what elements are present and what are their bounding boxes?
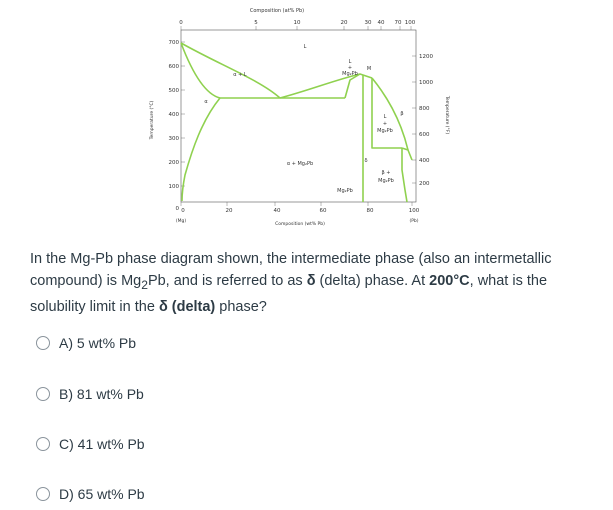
left-tick-700: 700 xyxy=(168,40,179,46)
label-l-mg2pb-right-top: L xyxy=(383,114,387,120)
bottom-axis-title: Composition (wt% Pb) xyxy=(275,222,325,227)
left-tick-0: 0 xyxy=(175,206,179,212)
top-tick-40: 40 xyxy=(377,20,385,26)
option-c-radio[interactable] xyxy=(36,437,50,451)
question-text xyxy=(30,248,590,318)
right-tick-1000: 1000 xyxy=(419,80,433,86)
question-part1: In the Mg-Pb phase diagram shown, the intermediate phase (also an intermetallic compound) is Mg xyxy=(30,251,552,289)
option-c[interactable] xyxy=(36,436,145,452)
option-d-label[interactable]: D) 65 wt% Pb xyxy=(59,486,145,502)
label-l-mg2pb-right-bottom: Mg₂Pb xyxy=(377,128,393,134)
left-tick-400: 400 xyxy=(168,112,179,118)
label-beta-mg2pb-top: β + xyxy=(381,170,391,176)
bottom-tick-20: 20 xyxy=(225,208,233,214)
bottom-tick-80: 80 xyxy=(366,208,374,214)
top-axis-title: Composition (at% Pb) xyxy=(249,8,305,14)
label-alpha-mg2pb: α + Mg₂Pb xyxy=(286,161,314,167)
label-m-point: M xyxy=(366,66,372,72)
label-delta: δ xyxy=(364,158,368,164)
bottom-tick-40: 40 xyxy=(273,208,281,214)
bottom-tick-60: 60 xyxy=(319,208,327,214)
left-tick-600: 600 xyxy=(168,64,179,70)
right-tick-1200: 1200 xyxy=(419,54,433,60)
label-liquid: L xyxy=(303,44,307,50)
label-beta-mg2pb-bottom: Mg₂Pb xyxy=(378,178,394,184)
bottom-right-element: (Pb) xyxy=(409,219,419,224)
question-part2: Pb, and is referred to as xyxy=(147,273,307,289)
left-ticks xyxy=(181,42,185,186)
option-d[interactable] xyxy=(36,486,145,502)
right-axis-title: Temperature (°F) xyxy=(444,95,449,135)
question-delta-symbol: δ xyxy=(306,273,316,289)
right-ticks xyxy=(412,56,416,183)
right-tick-400: 400 xyxy=(419,158,430,164)
bottom-tick-0: 0 xyxy=(181,208,185,214)
bottom-ticks xyxy=(181,202,412,206)
top-tick-10: 10 xyxy=(293,20,301,26)
label-beta: β xyxy=(400,111,404,117)
question-subscript: 2 xyxy=(141,277,148,292)
label-l-mg2pb-right-mid: + xyxy=(382,121,388,127)
top-ticks xyxy=(181,26,411,30)
label-l-mg2pb-left-mid: + xyxy=(347,65,353,71)
top-tick-70: 70 xyxy=(394,20,402,26)
option-d-radio[interactable] xyxy=(36,487,50,501)
label-l-mg2pb-left-bottom: Mg₂Pb xyxy=(342,71,358,77)
option-a-radio[interactable] xyxy=(36,336,50,350)
option-b-radio[interactable] xyxy=(36,387,50,401)
right-tick-200: 200 xyxy=(419,181,430,187)
option-a[interactable] xyxy=(36,335,136,351)
label-mg2pb-center: Mg₂Pb xyxy=(337,188,353,194)
label-l-mg2pb-left-top: L xyxy=(348,59,352,65)
question-temperature: 200°C xyxy=(429,273,470,289)
label-alpha: α xyxy=(204,99,208,105)
right-tick-800: 800 xyxy=(419,106,430,112)
question-delta-phrase: δ (delta) xyxy=(158,298,216,315)
option-c-label[interactable]: C) 41 wt% Pb xyxy=(59,436,145,452)
option-b[interactable] xyxy=(36,386,144,402)
left-tick-100: 100 xyxy=(168,184,179,190)
label-alpha-liquid: α + L xyxy=(233,72,247,78)
right-tick-600: 600 xyxy=(419,132,430,138)
bottom-left-element: (Mg) xyxy=(175,219,187,224)
option-b-label[interactable]: B) 81 wt% Pb xyxy=(59,386,144,402)
question-part3: (delta) phase. At xyxy=(315,273,430,289)
question-part4: , what is the solubility limit in the xyxy=(30,273,548,315)
bottom-tick-100: 100 xyxy=(408,208,420,214)
top-tick-0: 0 xyxy=(179,20,183,26)
top-tick-100: 100 xyxy=(404,20,416,26)
left-tick-300: 300 xyxy=(168,136,179,142)
option-a-label[interactable]: A) 5 wt% Pb xyxy=(59,335,137,351)
top-tick-5: 5 xyxy=(254,20,258,26)
left-tick-500: 500 xyxy=(168,88,179,94)
top-tick-30: 30 xyxy=(364,20,372,26)
top-tick-20: 20 xyxy=(340,20,348,26)
plot-frame xyxy=(181,30,416,202)
mg-pb-phase-diagram xyxy=(140,0,460,230)
question-part5: phase? xyxy=(215,298,267,315)
left-axis-title: Temperature (°C) xyxy=(150,100,155,140)
left-tick-200: 200 xyxy=(168,160,179,166)
